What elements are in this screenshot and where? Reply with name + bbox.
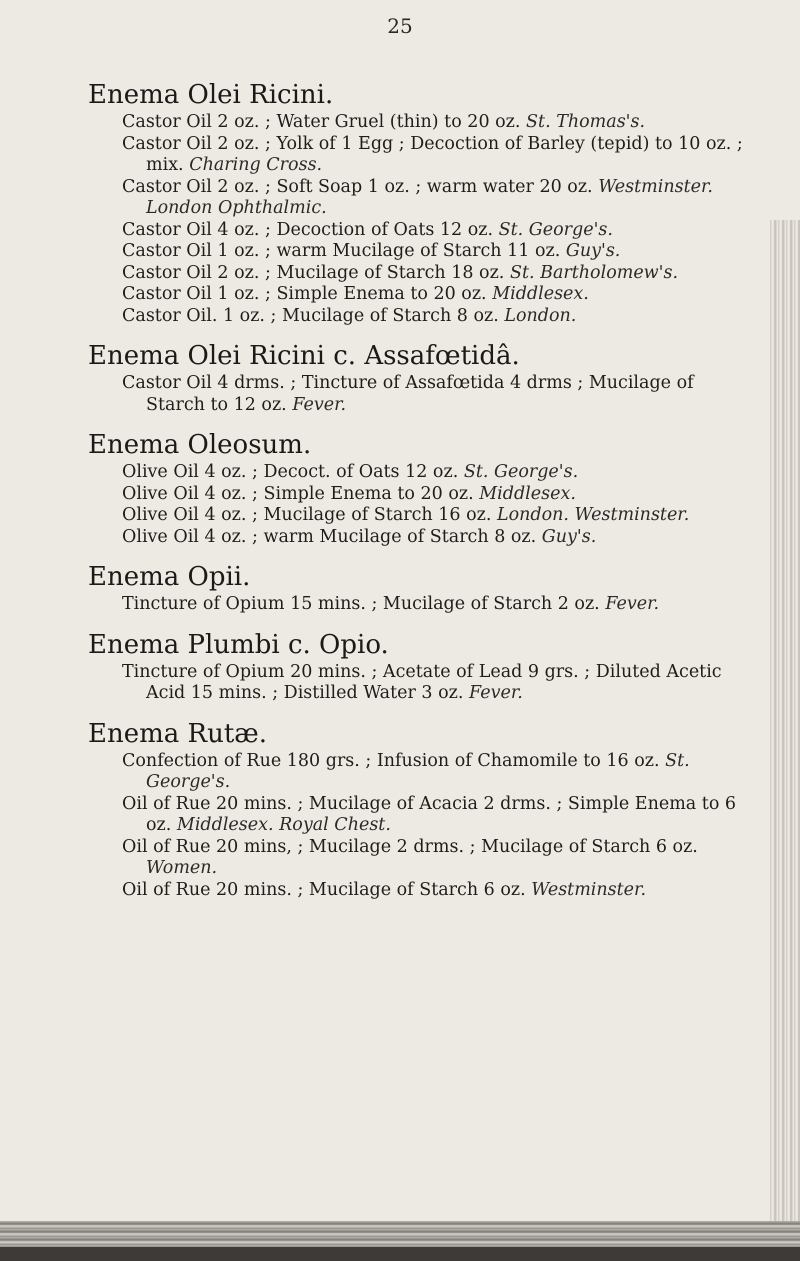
page-edge-shadow — [770, 220, 800, 1261]
recipe-source: Charing Cross. — [189, 155, 323, 175]
recipe-item — [102, 263, 748, 285]
entry-enema-rutae — [88, 719, 748, 902]
recipe-text: Castor Oil 1 oz. ; warm Mucilage of Starch 11 oz. — [122, 241, 561, 261]
entry-heading: Enema Olei Ricini. — [88, 80, 334, 110]
recipe-source: St. George's. — [146, 750, 690, 792]
recipe-item — [102, 594, 748, 616]
recipe-text: Castor Oil. 1 oz. ; Mucilage of Starch 8 oz. — [122, 305, 499, 326]
entry-enema-olei-ricini-assafoetida — [88, 341, 748, 416]
recipe-item — [102, 134, 748, 177]
formulary-content — [88, 80, 748, 915]
recipe-item — [102, 837, 748, 880]
entry-heading: Enema Plumbi c. Opio. — [88, 629, 389, 660]
recipe-text: Oil of Rue 20 mins, ; Mucilage 2 drms. ; Mucilage of Starch 6 oz. — [122, 836, 698, 857]
recipe-source: Fever. — [605, 594, 660, 614]
recipe-item — [102, 751, 748, 794]
recipe-source: St. Bartholomew's. — [509, 262, 679, 283]
entry-heading: Enema Olei Ricini c. Assafœtidâ. — [88, 341, 520, 371]
recipe-source: Middlesex. — [492, 284, 589, 304]
recipe-item — [102, 880, 748, 902]
recipe-text: Castor Oil 2 oz. ; Water Gruel (thin) to 20 oz. — [122, 112, 521, 132]
recipe-text: Castor Oil 4 oz. ; Decoction of Oats 12 oz. — [122, 219, 494, 240]
page-number: 25 — [387, 14, 413, 38]
recipe-item — [102, 306, 748, 328]
recipe-item — [102, 112, 748, 134]
entry-heading: Enema Oleosum. — [88, 430, 312, 460]
recipe-text: Olive Oil 4 oz. ; Simple Enema to 20 oz. — [122, 483, 474, 504]
recipe-item — [102, 241, 748, 263]
recipe-source: Middlesex. — [479, 483, 576, 504]
recipe-item — [102, 462, 748, 484]
recipe-item — [102, 177, 748, 220]
page-bottom-shadow — [0, 1221, 800, 1261]
recipe-source: Westminster. London Ophthalmic. — [146, 176, 713, 218]
recipe-text: Oil of Rue 20 mins. ; Mucilage of Acacia 2 drms. ; Simple Enema to 6 oz. — [122, 793, 737, 835]
recipe-text: Castor Oil 2 oz. ; Soft Soap 1 oz. ; warm water 20 oz. — [122, 176, 593, 197]
recipe-source: Guy's. — [565, 241, 621, 261]
entry-enema-plumbi-opio — [88, 630, 748, 705]
recipe-source: Fever. — [469, 683, 523, 703]
recipe-text: Castor Oil 2 oz. ; Yolk of 1 Egg ; Decoction of Barley (tepid) to 10 oz. ; mix. — [122, 133, 743, 175]
recipe-text: Olive Oil 4 oz. ; Decoct. of Oats 12 oz. — [122, 462, 459, 482]
recipe-source: St. George's. — [498, 219, 613, 240]
recipe-item — [102, 284, 748, 306]
recipe-source: Westminster. — [531, 879, 647, 900]
recipe-item — [102, 527, 748, 549]
recipe-text: Olive Oil 4 oz. ; warm Mucilage of Starch 8 oz. — [122, 526, 537, 547]
recipe-text: Castor Oil 1 oz. ; Simple Enema to 20 oz. — [122, 284, 487, 304]
entry-enema-oleosum — [88, 430, 748, 548]
recipe-source: London. — [504, 305, 577, 326]
recipe-text: Tincture of Opium 15 mins. ; Mucilage of Starch 2 oz. — [122, 594, 600, 614]
entry-enema-opii — [88, 562, 748, 616]
recipe-source: London. Westminster. — [496, 505, 690, 525]
recipe-item — [102, 484, 748, 506]
recipe-item — [102, 794, 748, 837]
recipe-source: St. George's. — [463, 462, 579, 482]
entry-enema-olei-ricini — [88, 80, 748, 327]
recipe-item — [102, 662, 748, 705]
recipe-item — [102, 220, 748, 242]
recipe-text: Olive Oil 4 oz. ; Mucilage of Starch 16 oz. — [122, 505, 492, 525]
recipe-text: Castor Oil 4 drms. ; Tincture of Assafœtida 4 drms ; Mucilage of Starch to 12 oz. — [122, 373, 694, 415]
recipe-source: Fever. — [292, 394, 347, 415]
recipe-text: Castor Oil 2 oz. ; Mucilage of Starch 18 oz. — [122, 262, 505, 283]
entry-heading: Enema Rutæ. — [88, 718, 268, 749]
recipe-source: Women. — [146, 858, 218, 878]
recipe-item — [102, 373, 748, 416]
recipe-text: Tincture of Opium 20 mins. ; Acetate of Lead 9 grs. ; Diluted Acetic Acid 15 mins. ; Distilled Water 3 oz. — [122, 661, 722, 703]
recipe-source: St. Thomas's. — [526, 112, 646, 132]
recipe-text: Confection of Rue 180 grs. ; Infusion of Chamomile to 16 oz. — [122, 750, 660, 771]
recipe-source: Middlesex. Royal Chest. — [176, 815, 391, 835]
recipe-text: Oil of Rue 20 mins. ; Mucilage of Starch 6 oz. — [122, 879, 526, 900]
entry-heading: Enema Opii. — [88, 562, 251, 592]
recipe-item — [102, 505, 748, 527]
recipe-source: Guy's. — [541, 526, 597, 547]
